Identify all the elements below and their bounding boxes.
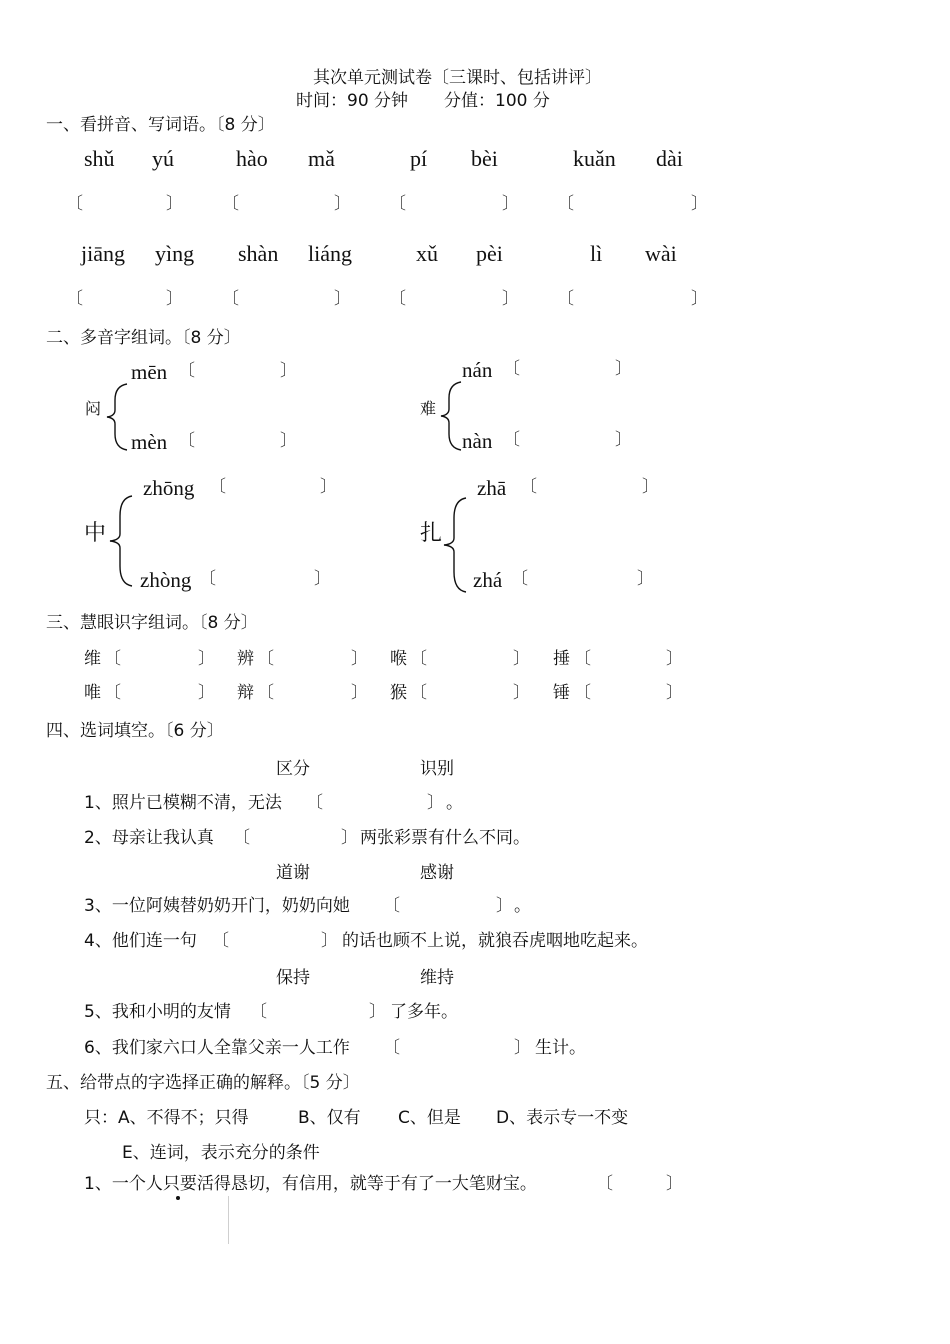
pinyin: bèi xyxy=(471,146,498,171)
answer-bracket-close: 〕 xyxy=(334,289,351,309)
answer-bracket-close: 〕 xyxy=(321,931,338,951)
answer-bracket-close: 〕 xyxy=(666,649,683,669)
word-choice: 维持 xyxy=(420,968,454,988)
question-text: 4、他们连一句 xyxy=(84,931,197,951)
pinyin: yìng xyxy=(155,241,195,266)
answer-bracket-close: 〕 xyxy=(334,194,351,214)
answer-bracket-close: 〕 xyxy=(615,430,632,450)
answer-bracket-open: 〔 xyxy=(503,430,520,450)
pinyin: liáng xyxy=(308,241,352,266)
answer-bracket-open: 〔 xyxy=(574,649,591,669)
answer-bracket-open: 〔 xyxy=(520,477,537,497)
margin-line xyxy=(228,1196,229,1244)
definition-option: E、连词，表示充分的条件 xyxy=(122,1143,320,1163)
answer-bracket-open: 〔 xyxy=(383,896,400,916)
word-choice: 区分 xyxy=(276,759,310,779)
char-item: 维 xyxy=(84,649,101,669)
question-text: 。 xyxy=(514,896,531,916)
pinyin: dài xyxy=(656,146,683,171)
answer-bracket-open: 〔 xyxy=(410,649,427,669)
definition-option: 只：A、不得不；只得 xyxy=(84,1108,249,1128)
answer-bracket-open: 〔 xyxy=(250,1002,267,1022)
polyphone-char: 中 xyxy=(84,521,107,546)
answer-bracket-open: 〔 xyxy=(557,194,574,214)
word-choice: 识别 xyxy=(420,759,454,779)
pinyin: mǎ xyxy=(308,146,335,171)
answer-bracket-close: 〕 xyxy=(514,1038,531,1058)
answer-bracket-close: 〕 xyxy=(615,359,632,379)
answer-bracket-open: 〔 xyxy=(306,793,323,813)
definition-option: C、但是 xyxy=(398,1108,461,1128)
reading: nán xyxy=(462,358,493,382)
question-text: 生计。 xyxy=(535,1038,586,1058)
char-item: 辩 xyxy=(237,683,254,703)
answer-bracket-open: 〔 xyxy=(503,359,520,379)
answer-bracket-open: 〔 xyxy=(222,194,239,214)
answer-bracket-close: 〕 xyxy=(369,1002,386,1022)
polyphone-char: 闷 xyxy=(85,399,102,418)
answer-bracket-close: 〕 xyxy=(427,793,444,813)
answer-bracket-open: 〔 xyxy=(383,1038,400,1058)
char-item: 猴 xyxy=(390,683,407,703)
question-text: 。 xyxy=(446,793,463,813)
answer-bracket-close: 〕 xyxy=(320,477,337,497)
answer-bracket-close: 〕 xyxy=(166,289,183,309)
word-choice: 道谢 xyxy=(276,863,310,883)
char-item: 辨 xyxy=(237,649,254,669)
question-text: 6、我们家六口人全靠父亲一人工作 xyxy=(84,1038,350,1058)
pinyin: pí xyxy=(410,146,428,171)
answer-bracket-close: 〕 xyxy=(166,194,183,214)
answer-bracket-open: 〔 xyxy=(199,569,216,589)
answer-bracket-close: 〕 xyxy=(666,683,683,703)
answer-bracket-close: 〕 xyxy=(198,649,215,669)
answer-bracket-close: 〕 xyxy=(314,569,331,589)
polyphone-char: 扎 xyxy=(420,521,443,546)
pinyin: shǔ xyxy=(84,146,115,171)
answer-bracket-open: 〔 xyxy=(410,683,427,703)
reading: nàn xyxy=(462,429,493,453)
answer-bracket-open: 〔 xyxy=(389,194,406,214)
brace-icon xyxy=(440,496,470,594)
question-text: 两张彩票有什么不同。 xyxy=(360,828,530,848)
answer-bracket-close: 〕 xyxy=(642,477,659,497)
polyphone-char: 难 xyxy=(420,399,437,418)
answer-bracket-close: 〕 xyxy=(341,828,358,848)
section-5-heading: 五、给带点的字选择正确的解释。〔5 分〕 xyxy=(46,1073,360,1093)
answer-bracket-close: 〕 xyxy=(351,649,368,669)
answer-bracket-close: 〕 xyxy=(502,194,519,214)
char-item: 唯 xyxy=(84,683,101,703)
answer-bracket-open: 〔 xyxy=(257,649,274,669)
pinyin: shàn xyxy=(238,241,279,266)
answer-bracket-close: 〕 xyxy=(351,683,368,703)
answer-bracket-open: 〔 xyxy=(178,431,195,451)
pinyin: hào xyxy=(236,146,268,171)
answer-bracket-open: 〔 xyxy=(104,683,121,703)
reading: zhòng xyxy=(140,568,192,592)
answer-bracket-close: 〕 xyxy=(691,289,708,309)
pinyin: kuǎn xyxy=(573,146,616,171)
reading: zhōng xyxy=(143,476,195,500)
answer-bracket-close: 〕 xyxy=(280,431,297,451)
question-text: 1、照片已模糊不清，无法 xyxy=(84,793,282,813)
pinyin: xǔ xyxy=(416,241,438,266)
answer-bracket-open: 〔 xyxy=(233,828,250,848)
answer-bracket-open: 〔 xyxy=(178,361,195,381)
answer-bracket-close: 〕 xyxy=(691,194,708,214)
answer-bracket-open: 〔 xyxy=(511,569,528,589)
word-choice: 保持 xyxy=(276,968,310,988)
answer-bracket-open: 〔 xyxy=(212,931,229,951)
reading: zhā xyxy=(477,476,507,500)
definition-option: B、仅有 xyxy=(298,1108,361,1128)
answer-bracket-open: 〔 xyxy=(596,1174,613,1194)
pinyin: jiāng xyxy=(81,241,125,266)
pinyin: lì xyxy=(590,241,603,266)
brace-icon xyxy=(106,494,136,588)
answer-bracket-close: 〕 xyxy=(513,683,530,703)
question-text: 3、一位阿姨替奶奶开门，奶奶向她 xyxy=(84,896,350,916)
section-3-heading: 三、慧眼识字组词。〔8 分〕 xyxy=(46,613,258,633)
answer-bracket-open: 〔 xyxy=(257,683,274,703)
emphasis-dot xyxy=(176,1196,180,1200)
exam-time: 时间：90 分钟 xyxy=(296,91,409,111)
answer-bracket-close: 〕 xyxy=(637,569,654,589)
exam-score: 分值：100 分 xyxy=(444,91,550,111)
question-text: 了多年。 xyxy=(390,1002,458,1022)
section-2-heading: 二、多音字组词。〔8 分〕 xyxy=(46,328,241,348)
answer-bracket-close: 〕 xyxy=(666,1174,683,1194)
question-text: 1、一个人只要活得恳切，有信用，就等于有了一大笔财宝。 xyxy=(84,1174,537,1194)
answer-bracket-open: 〔 xyxy=(557,289,574,309)
brace-icon xyxy=(103,382,131,452)
answer-bracket-close: 〕 xyxy=(513,649,530,669)
pinyin: yú xyxy=(152,146,174,171)
char-item: 捶 xyxy=(553,649,570,669)
answer-bracket-open: 〔 xyxy=(209,477,226,497)
answer-bracket-open: 〔 xyxy=(66,289,83,309)
section-4-heading: 四、选词填空。〔6 分〕 xyxy=(46,721,224,741)
section-1-heading: 一、看拼音、写词语。〔8 分〕 xyxy=(46,115,275,135)
answer-bracket-open: 〔 xyxy=(574,683,591,703)
answer-bracket-close: 〕 xyxy=(280,361,297,381)
answer-bracket-open: 〔 xyxy=(66,194,83,214)
answer-bracket-open: 〔 xyxy=(389,289,406,309)
word-choice: 感谢 xyxy=(420,863,454,883)
question-text: 的话也顾不上说，就狼吞虎咽地吃起来。 xyxy=(342,931,648,951)
question-text: 5、我和小明的友情 xyxy=(84,1002,231,1022)
answer-bracket-open: 〔 xyxy=(104,649,121,669)
definition-option: D、表示专一不变 xyxy=(496,1108,629,1128)
reading: mèn xyxy=(131,430,168,454)
answer-bracket-close: 〕 xyxy=(496,896,513,916)
answer-bracket-open: 〔 xyxy=(222,289,239,309)
pinyin: pèi xyxy=(476,241,503,266)
brace-icon xyxy=(437,380,465,452)
page-title: 其次单元测试卷〔三课时、包括讲评〕 xyxy=(313,68,602,88)
reading: mēn xyxy=(131,360,168,384)
char-item: 喉 xyxy=(390,649,407,669)
pinyin: wài xyxy=(645,241,677,266)
answer-bracket-close: 〕 xyxy=(198,683,215,703)
reading: zhá xyxy=(473,568,503,592)
answer-bracket-close: 〕 xyxy=(502,289,519,309)
char-item: 锤 xyxy=(553,683,570,703)
question-text: 2、母亲让我认真 xyxy=(84,828,214,848)
